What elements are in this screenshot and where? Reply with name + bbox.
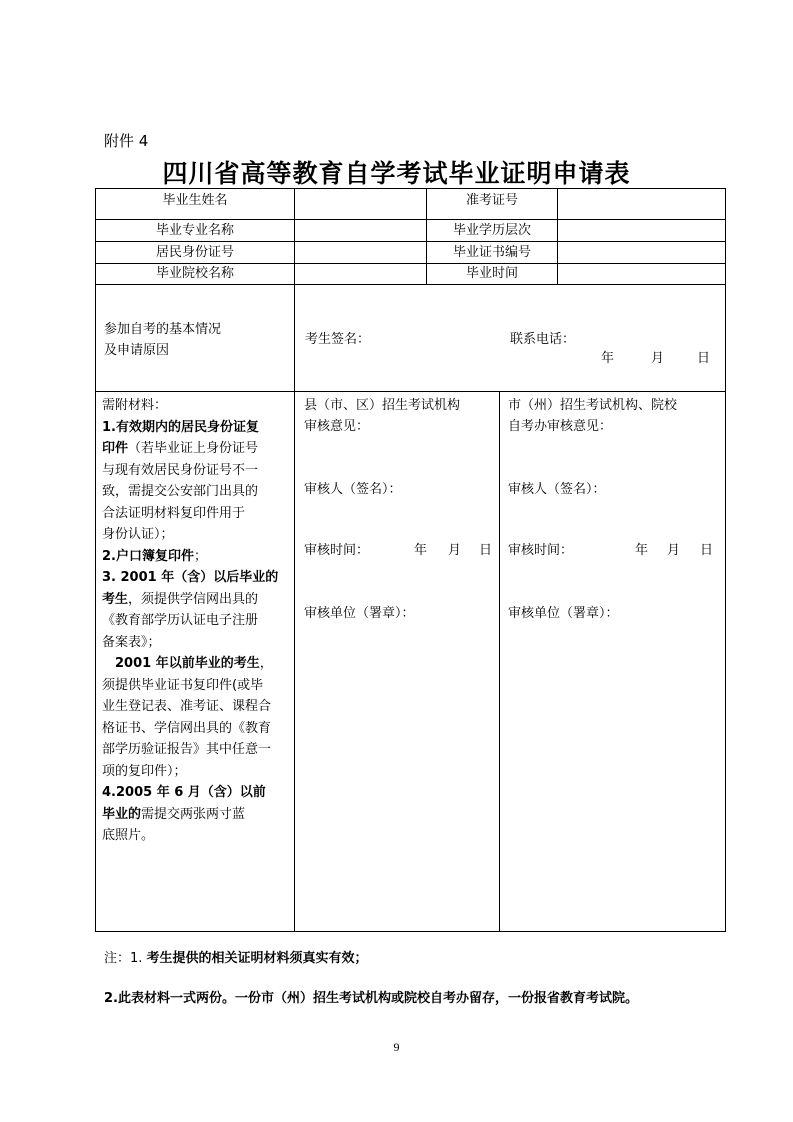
materials-line [102,825,292,847]
materials-line-text: ，须提供学信网出具的 [128,591,259,607]
column-divider [499,391,500,931]
materials-line [102,460,292,482]
label-graduate-name: 毕业生姓名 [162,193,228,208]
materials-line-bold: 2001 年以前毕业的考生 [102,656,260,671]
form-title: 四川省高等教育自学考试毕业证明申请表 [162,159,631,188]
city-reviewer-label: 审核人（签名）： [508,482,606,497]
required-materials [102,395,292,847]
materials-line [102,610,292,632]
materials-line-text: 项的复印件）； [102,763,187,779]
materials-line-bold: 1.有效期内的居民身份证复 [102,419,259,435]
county-review-opinion: 审核意见： [304,419,370,434]
materials-line [102,632,292,654]
reason-label-line2: 及申请原因 [104,343,170,358]
materials-line [102,804,292,826]
label-major-name: 毕业专业名称 [155,223,234,238]
materials-line-bold: 3. 2001 年（含）以后毕业的 [102,570,279,585]
county-review-unit-label: 审核单位（署章）： [304,606,415,621]
reason-year: 年 [601,351,615,366]
materials-line [102,782,292,804]
county-review-day: 日 [479,543,493,558]
materials-line-bold: 毕业的 [102,806,142,822]
materials-line-text: （若毕业证上身份证号 [128,441,259,456]
label-graduation-time: 毕业时间 [465,266,518,281]
reason-month: 月 [651,351,665,366]
materials-line [102,567,292,589]
row-divider [96,284,725,285]
label-school-name: 毕业院校名称 [155,266,234,281]
label-certificate-number: 毕业证书编号 [452,245,531,260]
county-reviewer-label: 审核人（签名）： [304,482,402,497]
materials-line-text: 身份认证）； [102,527,174,542]
city-review-unit-label: 审核单位（署章）： [508,606,619,621]
materials-line-text: 与现有效居民身份证号不一 [102,462,259,478]
materials-line-text: 备案表》； [102,634,161,650]
materials-line-bold: 考生 [102,591,129,607]
materials-line-text: 致，需提交公安部门出具的 [102,484,259,499]
materials-line-text: ， [259,656,273,671]
label-id-number: 居民身份证号 [155,245,234,260]
materials-line [102,481,292,503]
city-review-time-label: 审核时间： [508,543,574,558]
label-education-level: 毕业学历层次 [452,223,531,238]
note-1-prefix: 注：1. [104,951,147,966]
city-review-day: 日 [700,543,714,558]
materials-line [102,589,292,611]
county-review-year: 年 [414,543,428,558]
materials-line-text: 须提供毕业证书复印件(或毕 [102,677,264,693]
materials-line [102,438,292,460]
materials-line [102,524,292,546]
note-1-text: 考生提供的相关证明材料须真实有效； [146,951,368,966]
materials-line [102,739,292,761]
row-divider [96,391,725,392]
page-number: 9 [393,1040,400,1054]
materials-line-text: 底照片。 [102,828,155,843]
city-review-month: 月 [667,543,681,558]
column-divider [294,189,295,931]
materials-line [102,675,292,697]
reason-label-line1: 参加自考的基本情况 [104,322,222,337]
materials-line-bold: 印件 [102,441,129,456]
county-review-month: 月 [448,543,462,558]
phone-label: 联系电话： [510,332,576,347]
materials-line [102,718,292,740]
materials-line [102,761,292,783]
materials-line-text: 部学历验证报告》其中任意一 [102,742,272,757]
city-review-year: 年 [635,543,649,558]
materials-lines [102,417,292,847]
application-form-table [95,188,726,932]
materials-line [102,503,292,525]
county-review-title: 县（市、区）招生考试机构 [304,398,461,413]
reason-day: 日 [697,351,711,366]
materials-line-text: 业生登记表、准考证、课程合 [102,699,272,714]
materials-line [102,546,292,568]
city-review-opinion: 自考办审核意见： [508,419,613,434]
attachment-label: 附件 4 [104,132,149,150]
label-exam-number: 准考证号 [465,193,518,208]
materials-line-text: 格证书、学信网出具的《教育 [102,720,272,736]
materials-line-bold: 2.户口簿复印件 [102,548,194,564]
materials-line-text: 《教育部学历认证电子注册 [102,613,259,628]
materials-line [102,653,292,675]
materials-line-text: 需提交两张两寸蓝 [141,806,246,822]
materials-line-bold: 4.2005 年 6 月（含）以前 [102,785,266,800]
signature-label: 考生签名： [305,332,371,347]
materials-line [102,696,292,718]
materials-line-text: ； [193,548,207,564]
materials-line-text: 合法证明材料复印件用于 [102,505,246,521]
note-2: 2.此表材料一式两份。一份市（州）招生考试机构或院校自考办留存，一份报省教育考试院。 [104,991,638,1006]
column-divider [557,189,558,284]
materials-line [102,417,292,439]
note-1 [104,947,368,966]
city-review-title: 市（州）招生考试机构、院校 [508,398,678,413]
county-review-time-label: 审核时间： [304,543,370,558]
materials-heading: 需附材料： [102,398,168,413]
